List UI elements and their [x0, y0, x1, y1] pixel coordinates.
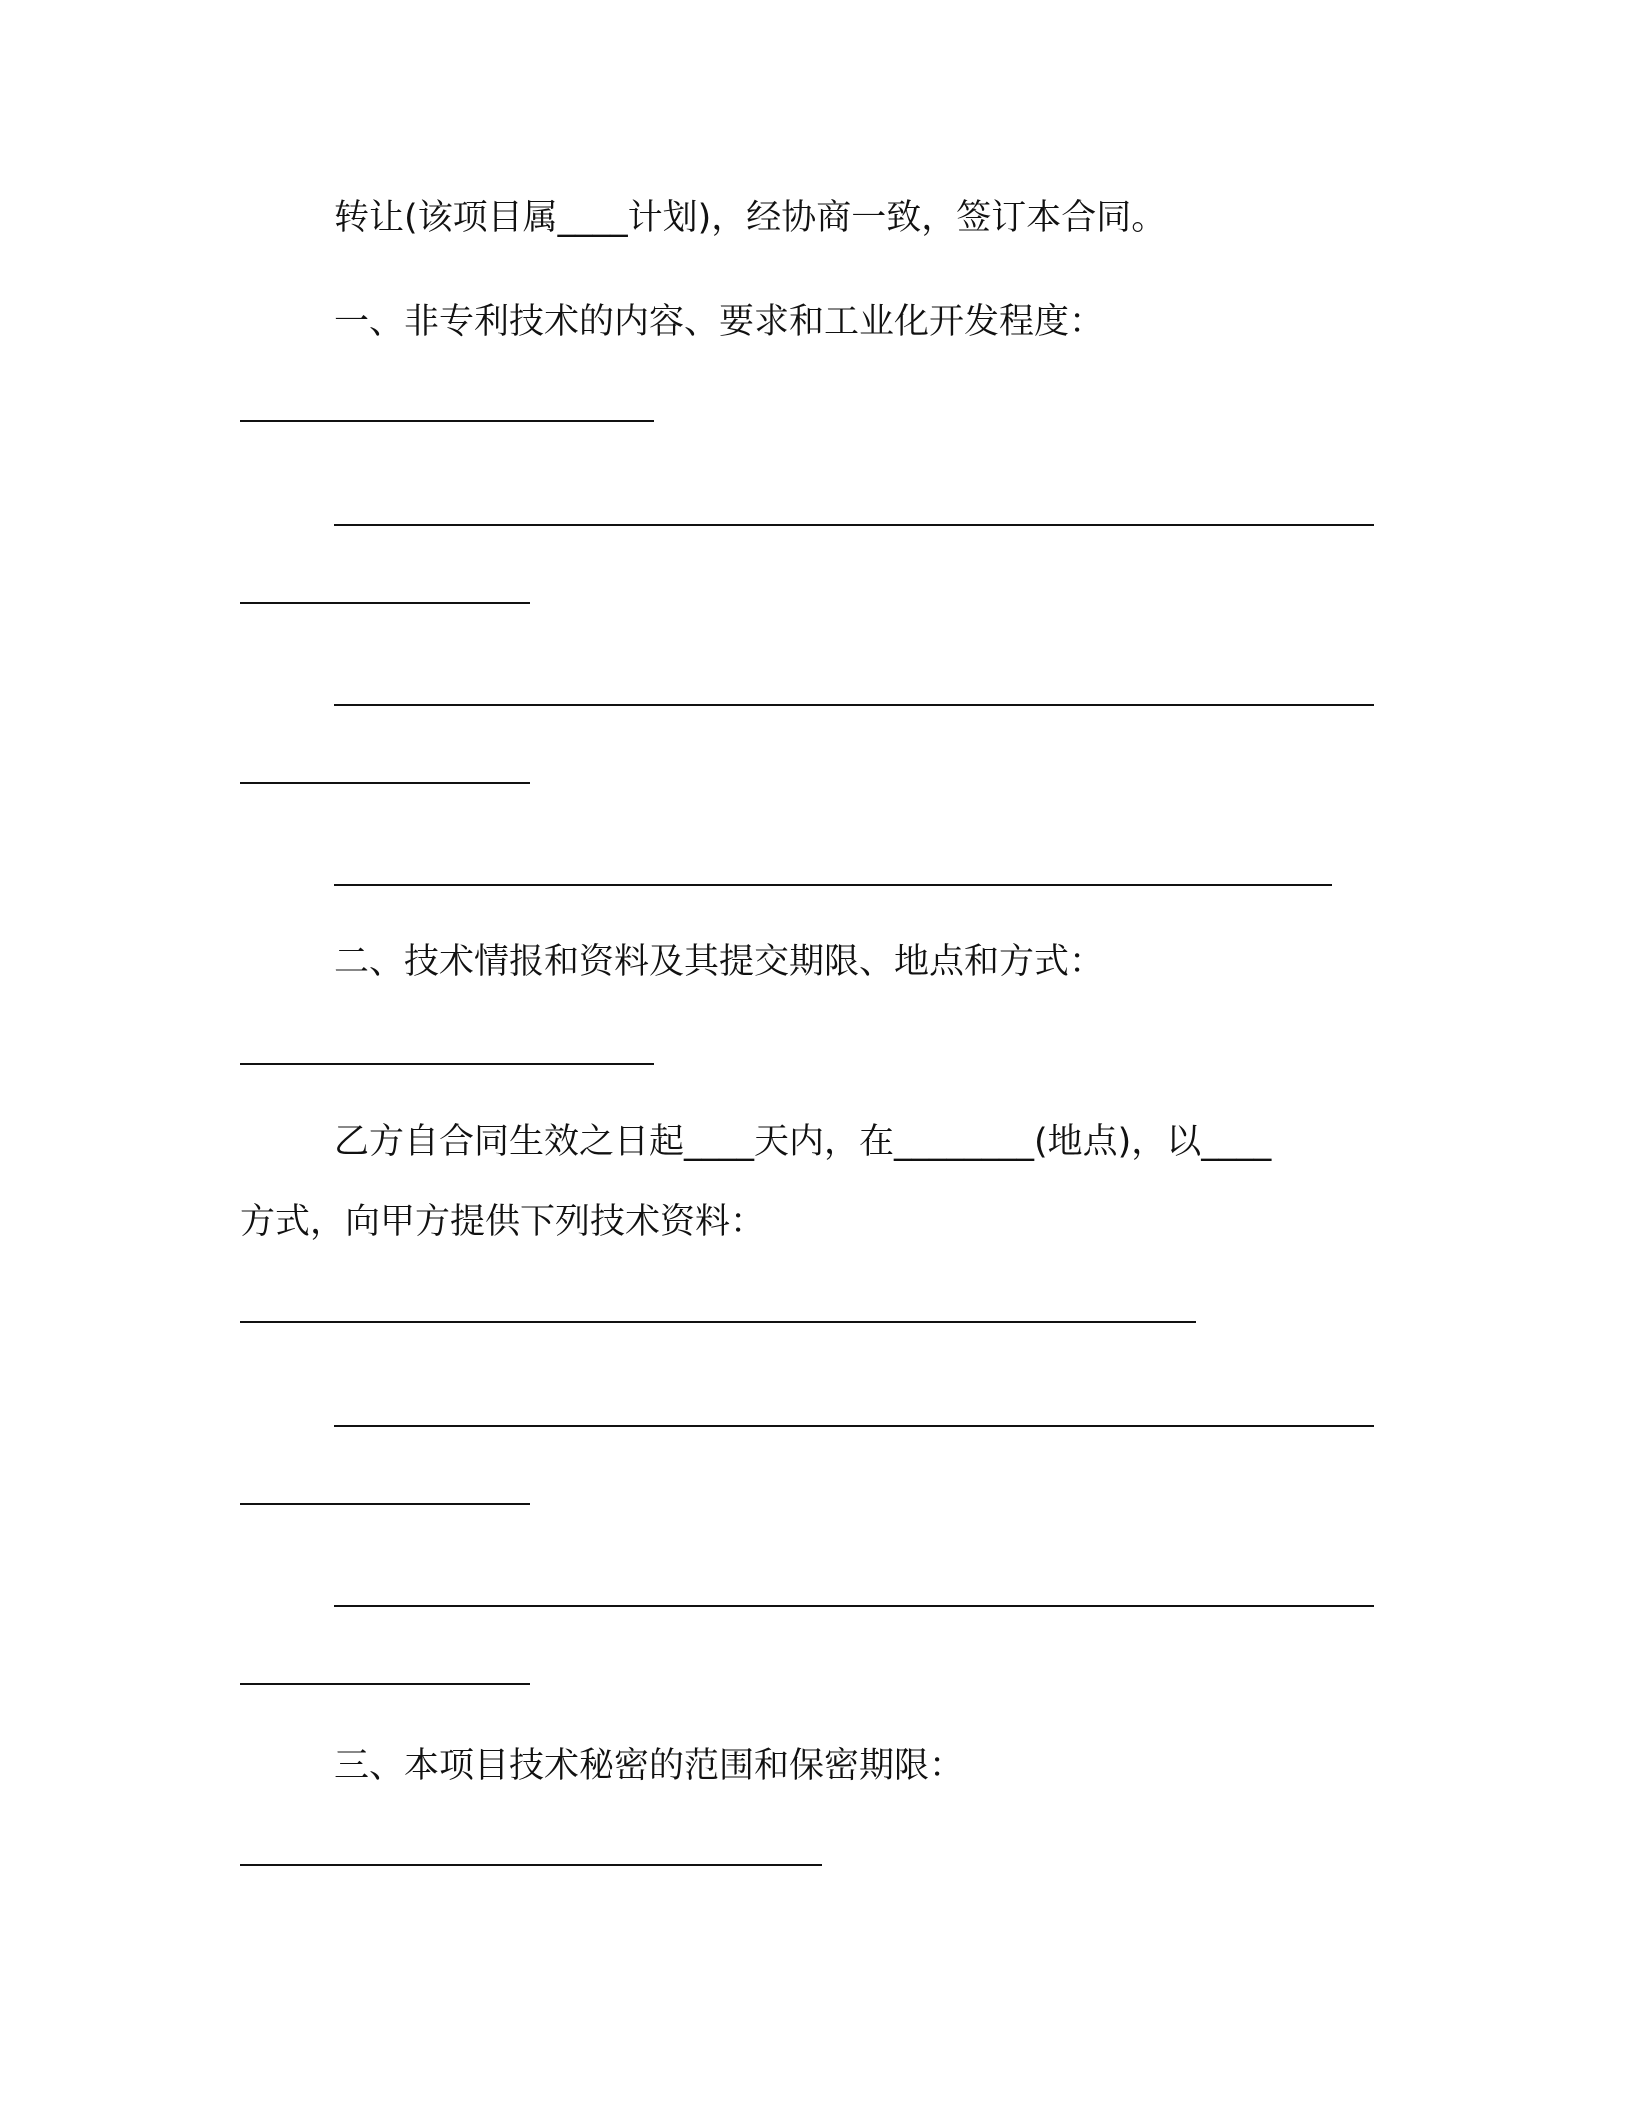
- blank-line: [240, 1864, 822, 1866]
- blank-line: [334, 704, 1374, 706]
- paragraph-delivery-line1: 乙方自合同生效之日起____天内，在________(地点)，以____: [334, 1122, 1272, 1162]
- blank-line: [334, 524, 1374, 526]
- blank-line: [240, 1683, 530, 1685]
- heading-section-1: 一、非专利技术的内容、要求和工业化开发程度：: [334, 302, 1105, 342]
- blank-line: [240, 1063, 654, 1065]
- blank-line: [240, 1503, 530, 1505]
- blank-line: [334, 1605, 1374, 1607]
- heading-section-2: 二、技术情报和资料及其提交期限、地点和方式：: [334, 942, 1105, 982]
- heading-section-3: 三、本项目技术秘密的范围和保密期限：: [334, 1746, 965, 1786]
- blank-line: [240, 782, 530, 784]
- blank-line: [240, 602, 530, 604]
- blank-line: [240, 420, 654, 422]
- paragraph-delivery-line2: 方式，向甲方提供下列技术资料：: [240, 1202, 766, 1242]
- blank-line: [334, 884, 1332, 886]
- blank-line: [240, 1321, 1196, 1323]
- paragraph-transfer-plan: 转让(该项目属____计划)，经协商一致，签订本合同。: [334, 198, 1167, 238]
- blank-line: [334, 1425, 1374, 1427]
